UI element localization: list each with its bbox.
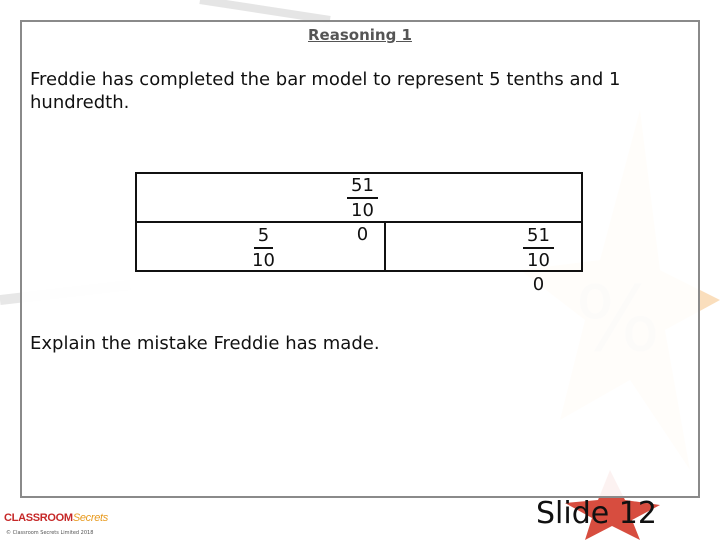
copyright-text: © Classroom Secrets Limited 2018 (6, 530, 94, 536)
slide-number: Slide 12 (536, 496, 657, 531)
logo-classroom: CLASSROOM (4, 512, 73, 524)
whole-denominator: 10 (351, 200, 374, 221)
part2-denominator-overflow: 0 (532, 274, 545, 295)
whole-denominator-overflow: 0 (356, 224, 369, 245)
question-text: Freddie has completed the bar model to represent 5 tenths and 1 hundredth. (30, 69, 621, 113)
slide-title: Reasoning 1 (308, 26, 412, 44)
part2-fraction (523, 225, 554, 297)
part1-denominator: 10 (252, 250, 275, 271)
whole-numerator: 51 (347, 175, 378, 199)
part2-numerator: 51 (523, 225, 554, 249)
part1-numerator: 5 (254, 225, 273, 249)
whole-fraction (347, 175, 378, 247)
part2-denominator: 10 (527, 250, 550, 271)
explain-prompt: Explain the mistake Freddie has made. (30, 333, 380, 354)
logo-secrets: Secrets (72, 512, 109, 524)
bar-model-vertical-divider (384, 222, 386, 272)
part1-fraction (252, 225, 275, 273)
pencil-decoration (200, 0, 330, 20)
classroom-secrets-logo (4, 512, 108, 524)
